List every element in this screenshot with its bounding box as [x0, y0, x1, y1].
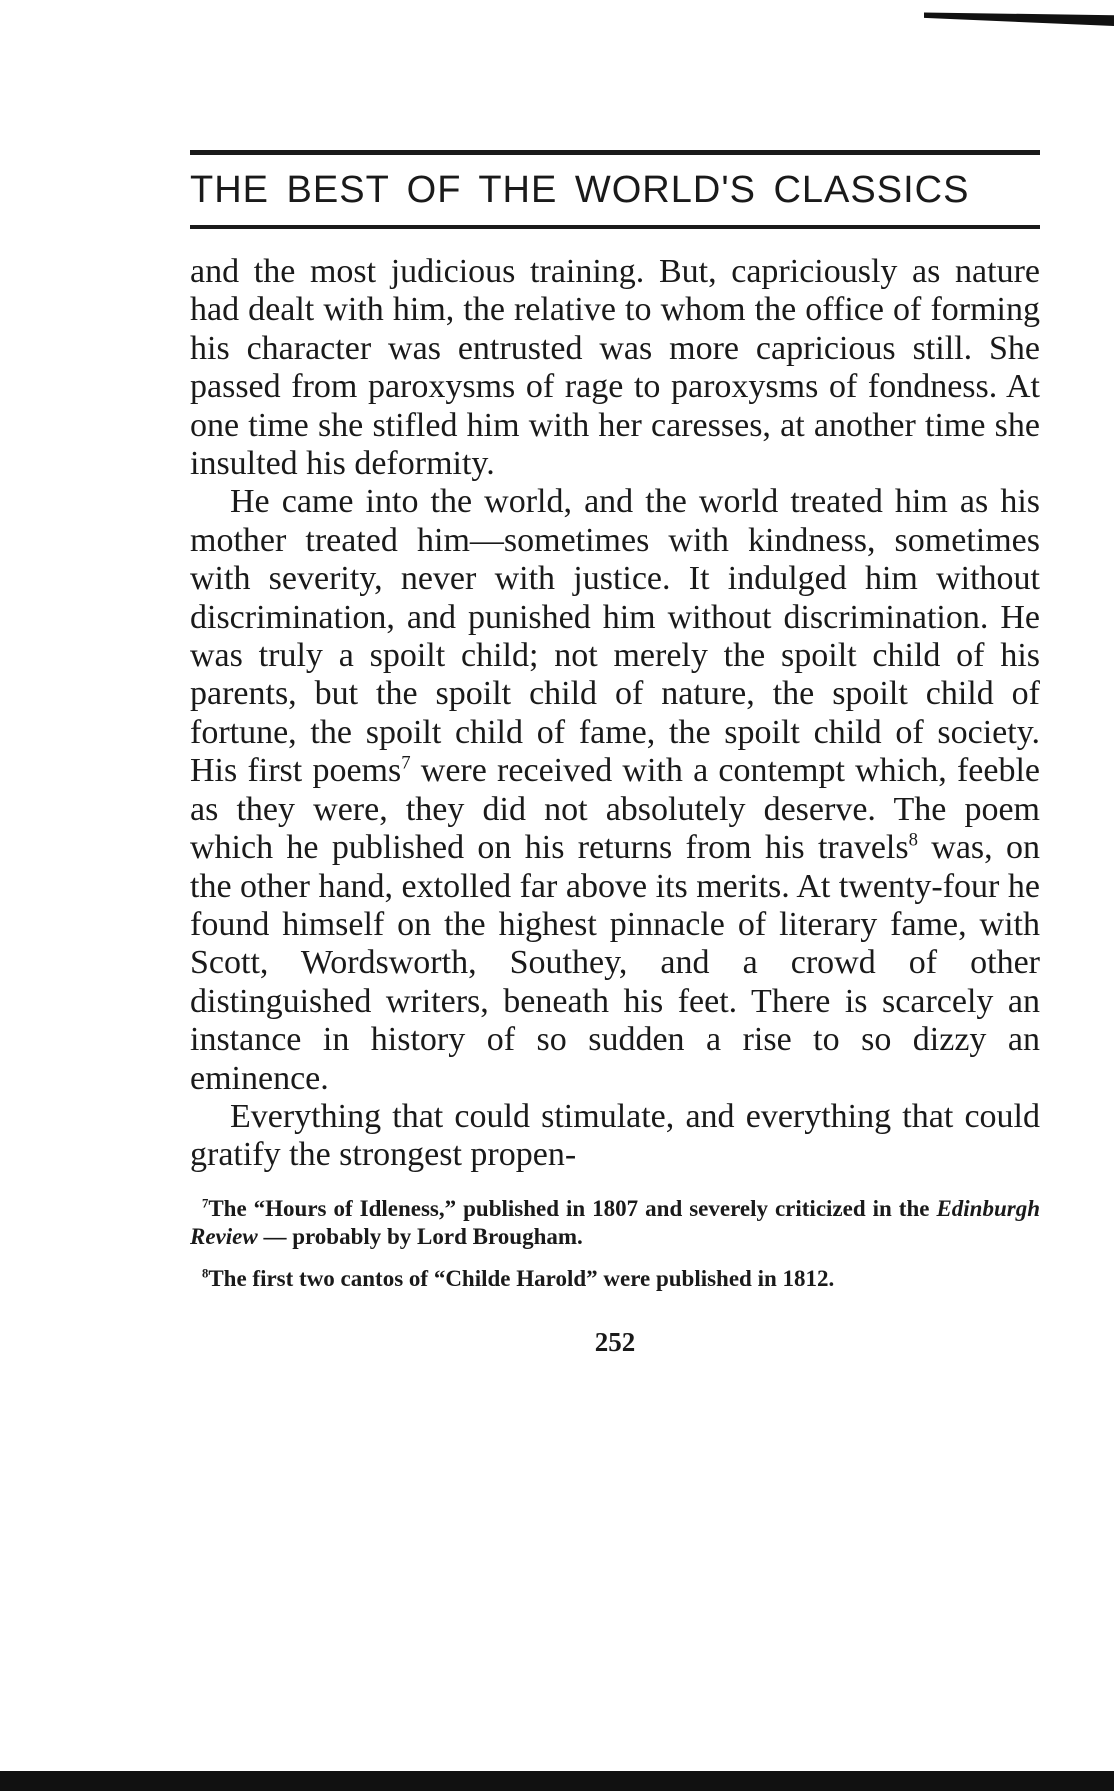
- running-head: THE BEST OF THE WORLD'S CLASSICS: [190, 169, 970, 211]
- footnote-ref-7[interactable]: 7: [401, 752, 411, 774]
- footnote-7-source: Edinburgh Review: [190, 1195, 1040, 1249]
- paragraph-2-part-1: He came into the world, and the world treated him as his mother treated him—sometimes with kindness, sometimes with severity, never with justice. It indulged him without discrimination, and punished him without discrimination. He was truly a spoilt child; not merely the spoilt child of his parents, but the spoilt child of nature, the spoilt child of fortune, the spoilt child of fame, the spoilt child of society. His first poems: [190, 483, 1040, 790]
- footnote-8-text: The first two cantos of “Childe Harold” were published in 1812.: [208, 1265, 835, 1291]
- body-text: [190, 253, 1040, 1175]
- footnote-8: [190, 1265, 1040, 1293]
- page: [190, 150, 1040, 1358]
- scan-edge-top: [924, 8, 1114, 26]
- paragraph-2-part-3: was, on the other hand, extolled far above its merits. At twenty-four he found himself on the highest pinnacle of literary fame, with Scott, Wordsworth, Southey, and a crowd of other distinguished writers, beneath his feet. There is scarcely an instance in history of so sudden a rise to so dizzy an eminence.: [190, 829, 1040, 1097]
- footnote-7: [190, 1195, 1040, 1251]
- paragraph-1: and the most judicious training. But, capriciously as nature had dealt with him, the relative to whom the office of forming his character was entrusted was more capricious still. She passed from paroxysms of rage to paroxysms of fondness. At one time she stifled him with her caresses, at another time she insulted his deformity.: [190, 253, 1040, 483]
- page-number: 252: [594, 1326, 636, 1357]
- footnote-7-text-before: The “Hours of Idleness,” published in 1807 and severely criticized in the: [208, 1195, 937, 1221]
- header-rule-bottom: [190, 225, 1040, 229]
- footnote-7-text-after: — probably by Lord Brougham.: [257, 1223, 583, 1249]
- footnote-ref-8[interactable]: 8: [908, 829, 918, 851]
- header-rule-top: [190, 150, 1040, 155]
- paragraph-2: [190, 483, 1040, 1098]
- footnote-marker-7: 7: [202, 1196, 209, 1211]
- paragraph-2-part-2: were received with a contempt which, feeble as they were, they did not absolutely deserve. The poem which he published on his returns from his travels: [190, 752, 1040, 867]
- scan-edge-bottom: [0, 1771, 1114, 1791]
- footnotes: [190, 1195, 1040, 1293]
- paragraph-3: Everything that could stimulate, and everything that could gratify the strongest propen-: [190, 1097, 1040, 1174]
- footnote-marker-8: 8: [202, 1266, 209, 1281]
